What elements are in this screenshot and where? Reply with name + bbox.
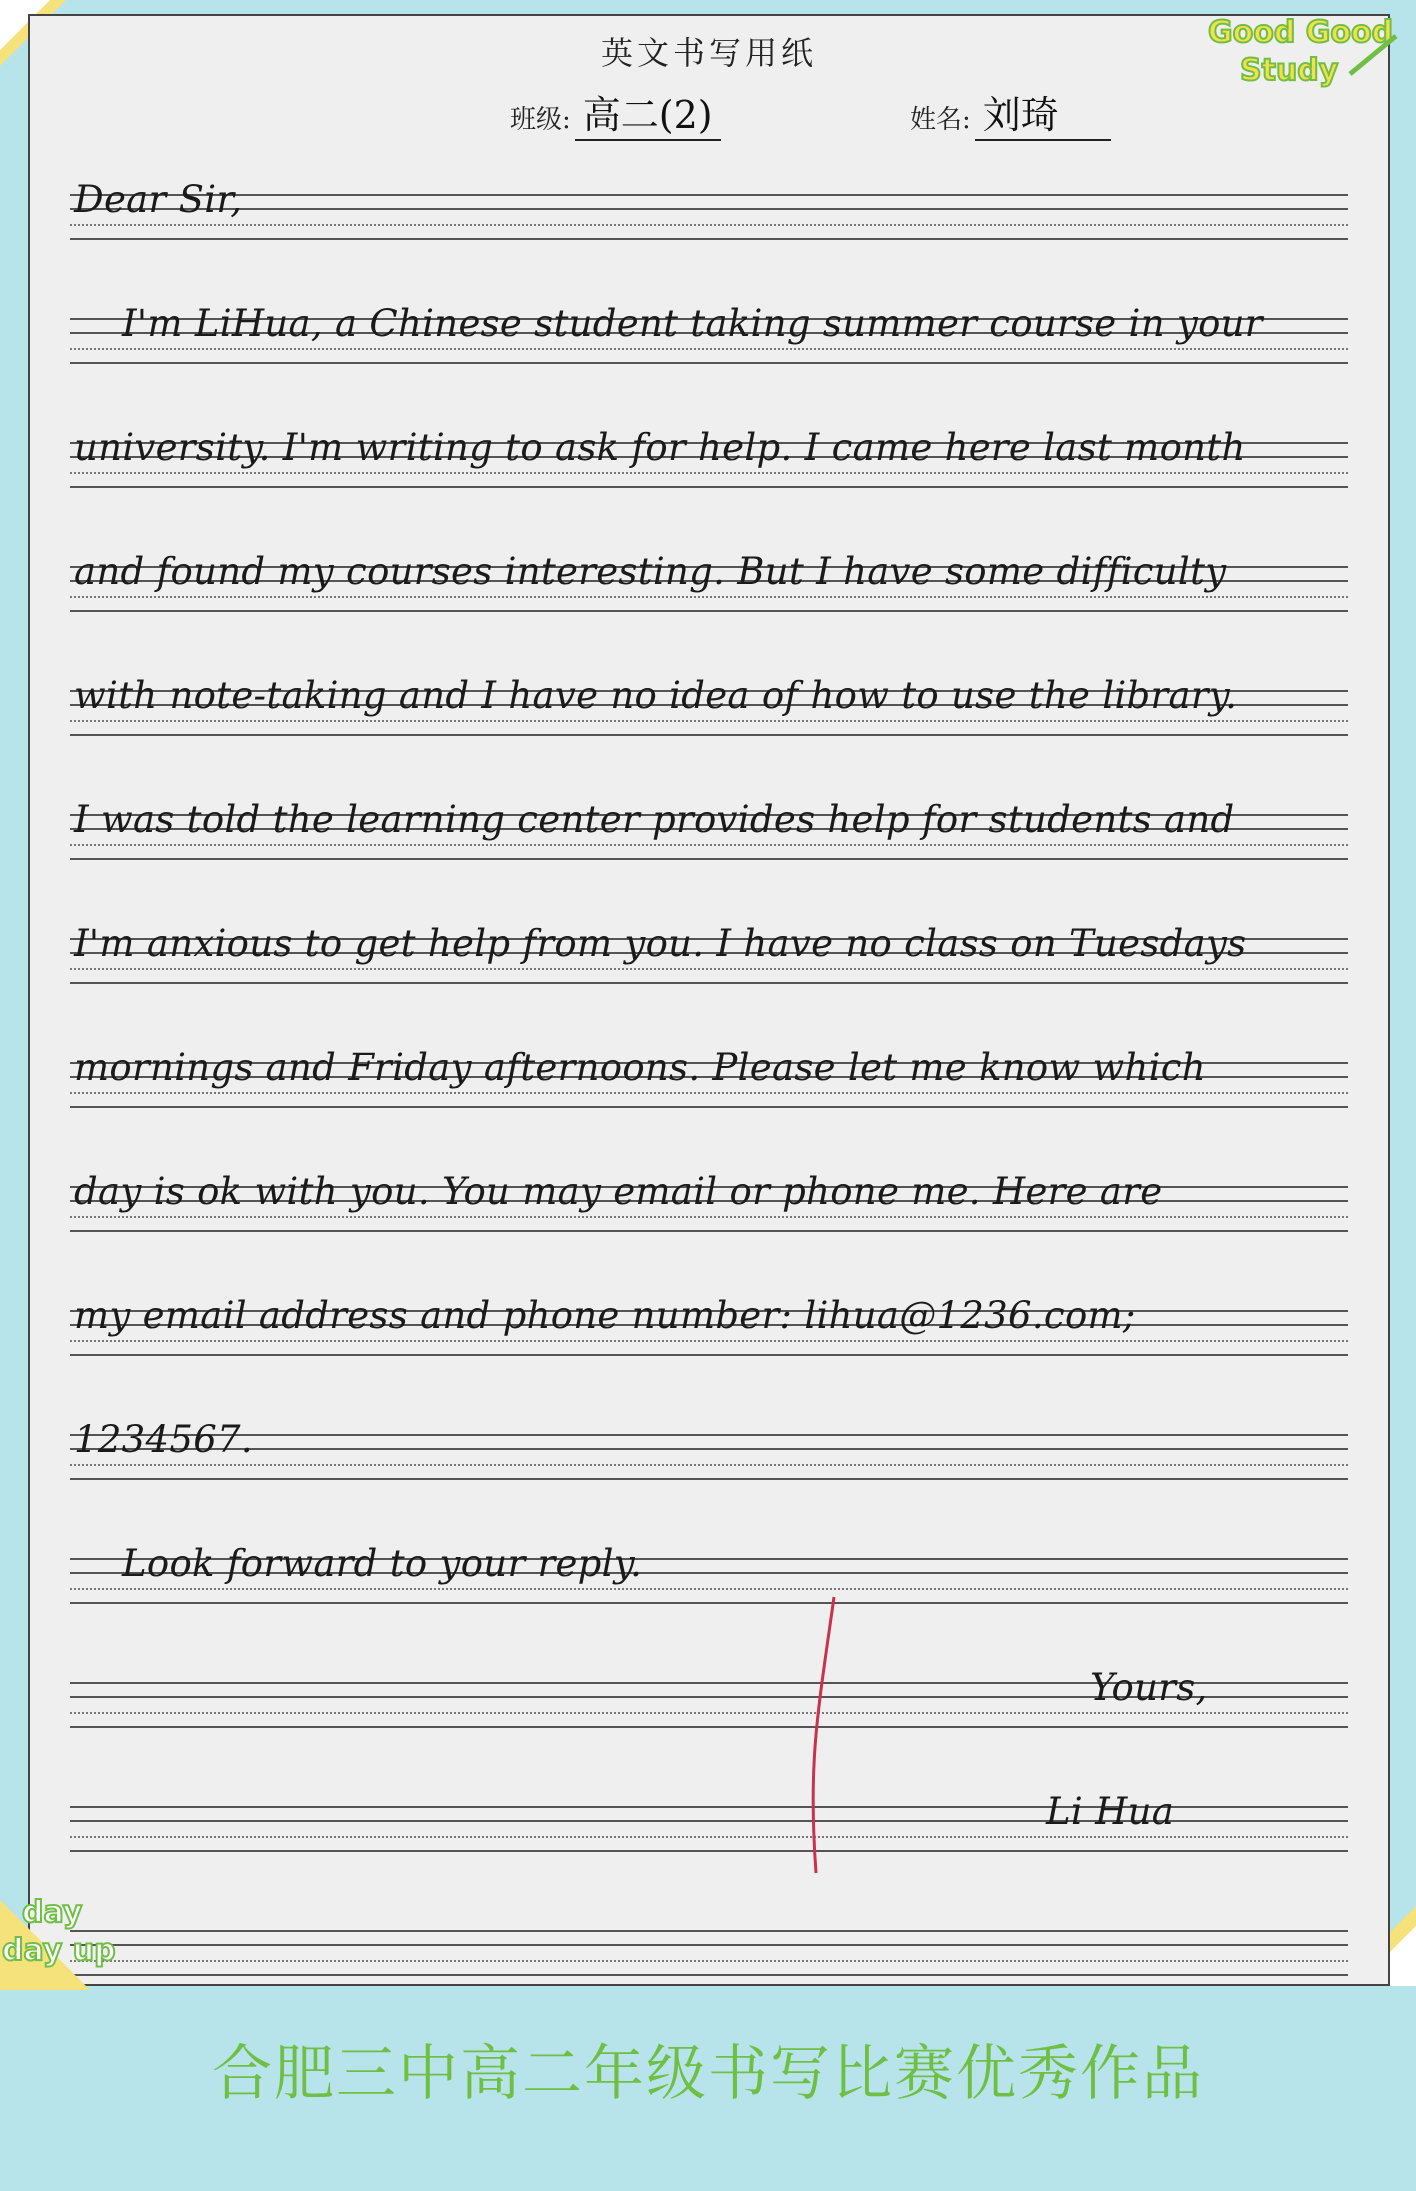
logo-top-line1: Good Good	[1208, 15, 1394, 50]
ruled-line	[70, 486, 1348, 488]
ruled-line	[70, 238, 1348, 240]
letter-line: mornings and Friday afternoons. Please let me know which	[74, 1046, 1206, 1089]
ruled-line	[70, 734, 1348, 736]
letter-line: I'm LiHua, a Chinese student taking summer course in your	[122, 302, 1263, 345]
letter-line: and found my courses interesting. But I have some difficulty	[74, 550, 1227, 593]
letter-line: with note-taking and I have no idea of how to use the library.	[74, 674, 1238, 717]
letter-line: I was told the learning center provides help for students and	[74, 798, 1235, 841]
letter-salutation: Dear Sir,	[74, 178, 243, 221]
ruled-line	[70, 1602, 1348, 1604]
name-label: 姓名:	[910, 105, 971, 135]
competition-caption: 合肥三中高二年级书写比赛优秀作品	[212, 2039, 1204, 2109]
ruled-line	[70, 1944, 1348, 1946]
ruled-line	[70, 1974, 1348, 1976]
class-value: 高二(2)	[575, 84, 721, 141]
name-value: 刘琦	[975, 84, 1111, 141]
logo-bottom-line1: day	[22, 1895, 83, 1930]
letter-signature: Li Hua	[1046, 1790, 1175, 1833]
ruled-line	[70, 1960, 1348, 1962]
logo-top-line2: Study	[1240, 53, 1339, 88]
writing-paper	[28, 14, 1390, 1986]
logo-bottom-line2: day up	[2, 1933, 116, 1968]
ruled-line	[70, 858, 1348, 860]
ruled-line	[70, 1478, 1348, 1480]
letter-line: 1234567.	[74, 1418, 253, 1461]
ruled-line	[70, 1850, 1348, 1852]
letter-closing: Look forward to your reply.	[122, 1542, 643, 1585]
ruled-line	[70, 362, 1348, 364]
letter-line: my email address and phone number: lihua@1236.com;	[74, 1294, 1136, 1337]
red-pen-mark	[808, 1595, 838, 1875]
good-good-study-logo	[1200, 4, 1400, 94]
letter-line: I'm anxious to get help from you. I have no class on Tuesdays	[74, 922, 1247, 965]
ruled-line	[70, 982, 1348, 984]
day-day-up-logo	[0, 1860, 130, 1990]
ruled-line	[70, 1726, 1348, 1728]
ruled-line	[70, 1230, 1348, 1232]
class-label: 班级:	[510, 105, 571, 135]
letter-line: day is ok with you. You may email or phone me. Here are	[74, 1170, 1163, 1213]
ruled-line	[70, 1106, 1348, 1108]
paper-title: 英文书写用纸	[600, 34, 817, 72]
ruled-line	[70, 610, 1348, 612]
letter-line: university. I'm writing to ask for help. I came here last month	[74, 426, 1246, 469]
ruled-line	[70, 1930, 1348, 1932]
ruled-line	[70, 1354, 1348, 1356]
letter-signoff: Yours,	[1090, 1666, 1208, 1709]
